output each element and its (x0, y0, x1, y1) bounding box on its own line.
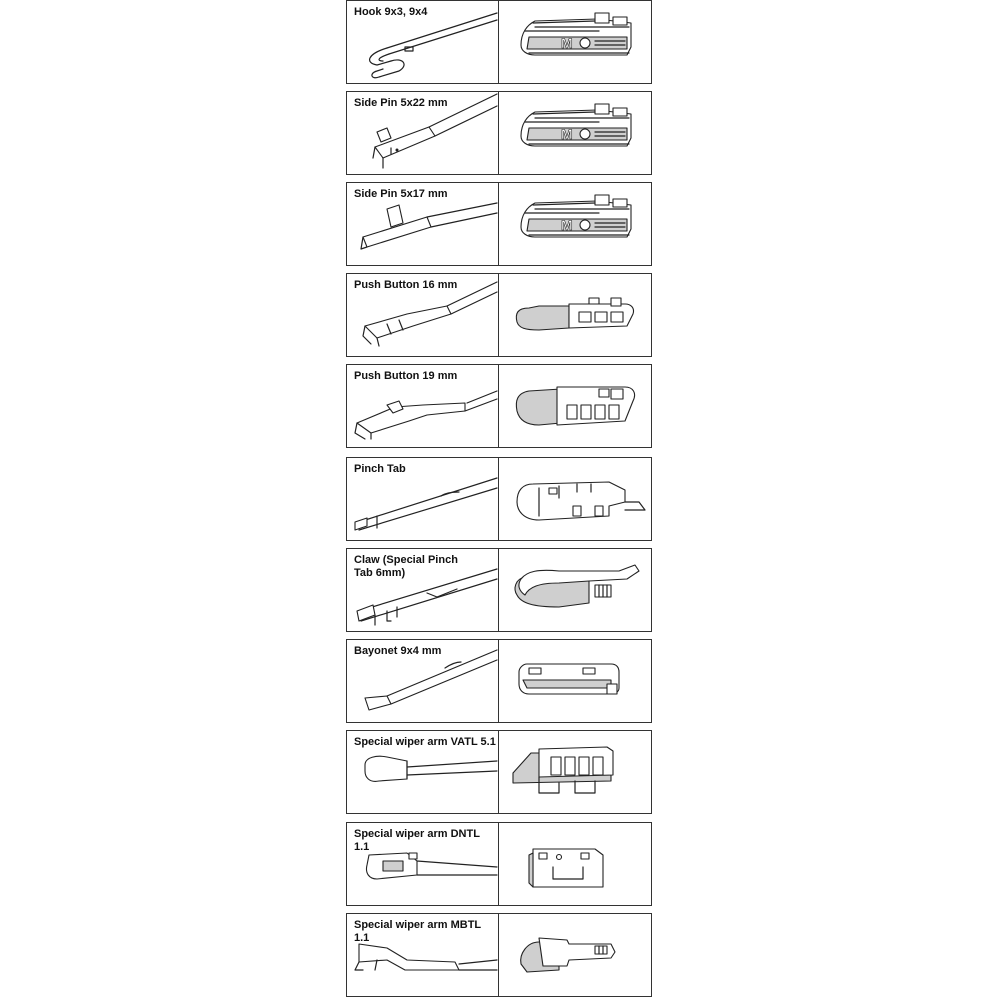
adapter-row-hook (346, 0, 652, 84)
adapter-cell (498, 364, 652, 448)
arm-cell (346, 364, 499, 448)
adapter-row-claw (346, 548, 652, 632)
adapter-row-side-pin-22 (346, 91, 652, 175)
vatl-arm-icon (347, 731, 499, 814)
adapter-label: Side Pin 5x17 mm (354, 188, 448, 200)
adapter-row-side-pin-17 (346, 182, 652, 266)
arm-cell (346, 0, 499, 84)
arm-cell (346, 913, 499, 997)
adapter-cell (498, 548, 652, 632)
claw-adapter-icon (499, 549, 652, 632)
arm-cell (346, 822, 499, 906)
push-button-adapter-icon (499, 365, 652, 448)
side-pin-adapter-icon (499, 183, 652, 266)
adapter-row-dntl (346, 822, 652, 906)
adapter-label: Special wiper arm VATL 5.1 (354, 736, 496, 748)
side-pin-arm-icon (347, 183, 499, 266)
adapter-row-pinch-tab (346, 457, 652, 541)
adapter-cell (498, 639, 652, 723)
adapter-label: Special wiper arm MBTL 1.1 (354, 919, 481, 944)
hook-arm-icon (347, 1, 499, 84)
arm-cell (346, 548, 499, 632)
adapter-logo-text: M (561, 126, 573, 142)
arm-cell (346, 273, 499, 357)
adapter-logo-text: M (561, 217, 573, 233)
mbtl-adapter-icon (499, 914, 652, 997)
adapter-row-mbtl (346, 913, 652, 997)
adapter-cell (498, 0, 652, 84)
adapter-cell (498, 457, 652, 541)
adapter-label: Pinch Tab (354, 463, 406, 475)
pinch-tab-adapter-icon (499, 458, 652, 541)
side-pin-arm-icon (347, 92, 499, 175)
push-button-arm-icon (347, 365, 499, 448)
arm-cell (346, 182, 499, 266)
mbtl-arm-icon (347, 914, 499, 997)
bayonet-adapter-icon (499, 640, 652, 723)
adapter-cell (498, 273, 652, 357)
adapter-label: Claw (Special Pinch Tab 6mm) (354, 554, 458, 579)
adapter-cell (498, 730, 652, 814)
arm-cell (346, 457, 499, 541)
dntl-adapter-icon (499, 823, 652, 906)
adapter-label: Push Button 19 mm (354, 370, 458, 382)
dntl-arm-icon (347, 823, 499, 906)
push-button-adapter-icon (499, 274, 652, 357)
arm-cell (346, 639, 499, 723)
arm-cell (346, 91, 499, 175)
adapter-row-push-button-19 (346, 364, 652, 448)
adapter-row-vatl (346, 730, 652, 814)
pinch-tab-arm-icon (347, 458, 499, 541)
adapter-label: Hook 9x3, 9x4 (354, 6, 428, 18)
adapter-row-bayonet (346, 639, 652, 723)
adapter-cell (498, 182, 652, 266)
arm-cell (346, 730, 499, 814)
adapter-logo-text: M (561, 35, 573, 51)
adapter-label: Side Pin 5x22 mm (354, 97, 448, 109)
claw-arm-icon (347, 549, 499, 632)
adapter-cell (498, 913, 652, 997)
side-pin-adapter-icon (499, 92, 652, 175)
adapter-label: Special wiper arm DNTL 1.1 (354, 828, 480, 853)
adapter-cell (498, 822, 652, 906)
push-button-arm-icon (347, 274, 499, 357)
bayonet-arm-icon (347, 640, 499, 723)
adapter-cell (498, 91, 652, 175)
adapter-label: Push Button 16 mm (354, 279, 458, 291)
vatl-adapter-icon (499, 731, 652, 814)
adapter-label: Bayonet 9x4 mm (354, 645, 442, 657)
adapter-row-push-button-16 (346, 273, 652, 357)
hook-adapter-icon (499, 1, 652, 84)
